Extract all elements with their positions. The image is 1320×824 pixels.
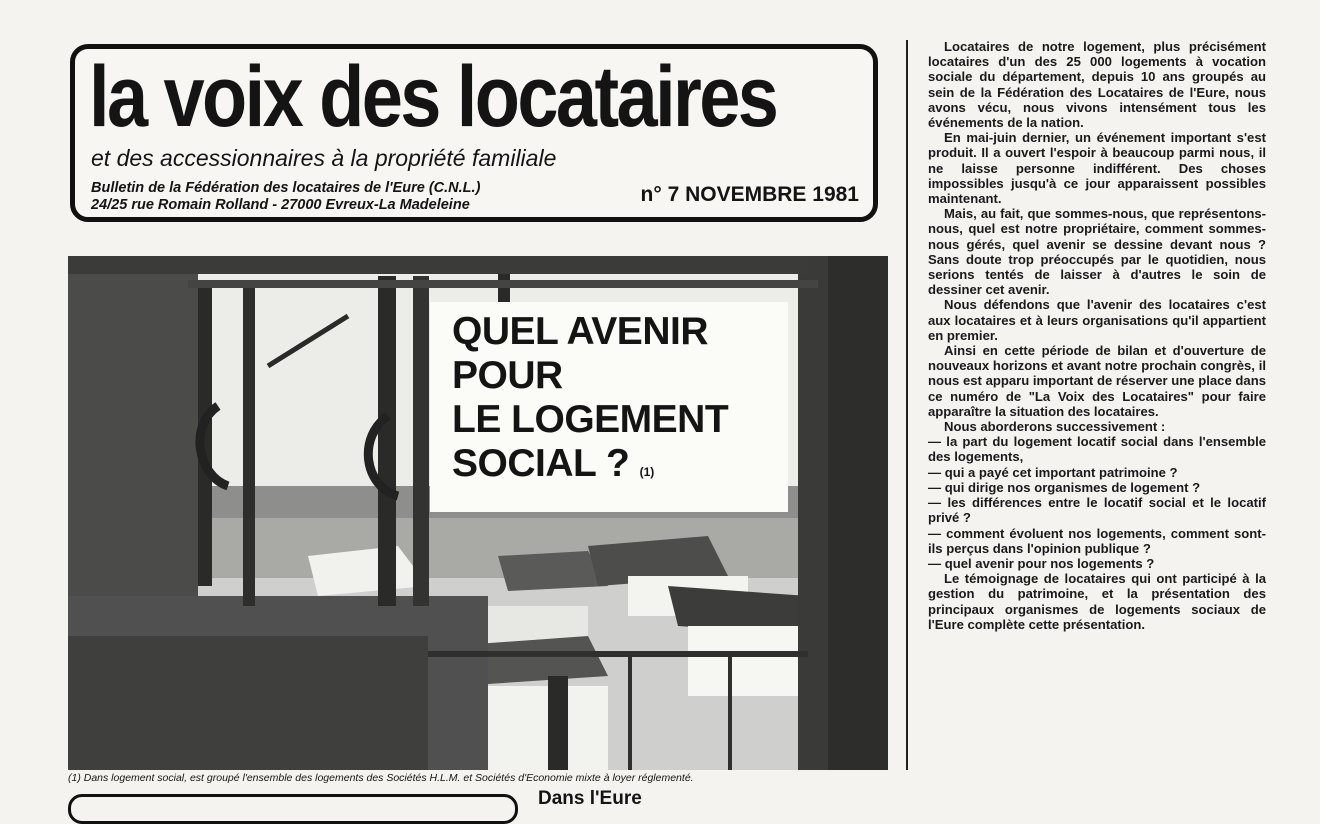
headline-line-1: QUEL AVENIR: [452, 310, 708, 353]
headline-line-3: LE LOGEMENT: [452, 398, 729, 441]
headline-line-4-text: SOCIAL ?: [452, 442, 630, 485]
headline-line-4: [452, 442, 788, 494]
list-item: — comment évoluent nos logements, comment sont-ils perçus dans l'opinion publique ?: [928, 525, 1266, 556]
list-item: — qui a payé cet important patrimoine ?: [928, 464, 1178, 480]
headline-line-2: POUR: [452, 354, 563, 397]
masthead: [70, 44, 878, 222]
paragraph-5: Ainsi en cette période de bilan et d'ouverture de nouveaux horizons et avant notre prochain congrès, il nous est apparu important de réserver une place dans ce numéro de "La Voix des Locataires" pour faire apparaître la situation des locataires.: [928, 343, 1266, 419]
masthead-subtitle: et des accessionnaires à la propriété familiale: [91, 145, 557, 171]
bulletin-line-2: 24/25 rue Romain Rolland - 27000 Evreux-La Madeleine: [91, 197, 470, 213]
paragraph-3: Mais, au fait, que sommes-nous, que représentons-nous, quel est notre propriétaire, comment sommes-nous gérés, quel avenir se dessine devant nous ? Sans doute trop préoccupés par le quotidien, nous serions tentés de laisser à d'autres le soin de dessiner cet avenir.: [928, 206, 1266, 298]
list-item: — les différences entre le locatif social et le locatif privé ?: [928, 495, 1266, 526]
closing-paragraph: Le témoignage de locataires qui ont participé à la gestion du patrimoine, et la présentation des principaux organismes de logements sociaux de l'Eure complète cette présentation.: [928, 571, 1266, 632]
list-item: — la part du logement locatif social dans l'ensemble des logements,: [928, 434, 1266, 465]
list-item: — quel avenir pour nos logements ?: [928, 555, 1155, 571]
column-divider: [906, 40, 908, 770]
headline-footnote-mark: (1): [639, 465, 655, 479]
headline-box: [430, 302, 788, 512]
bottom-heading: Dans l'Eure: [538, 788, 642, 809]
paragraph-2: En mai-juin dernier, un événement important s'est produit. Il a ouvert l'espoir à beaucoup parmi nous, il ne laisse personne indifférent. Des choses impossibles jusqu'à ce jour apparaissent possibles maintenant.: [928, 130, 1266, 207]
paragraph-4: Nous défendons que l'avenir des locataires c'est aux locataires et à leurs organisations qu'il appartient en premier.: [928, 297, 1266, 343]
paragraph-6: Nous aborderons successivement :: [944, 419, 1166, 435]
photo-footnote: (1) Dans logement social, est groupé l'ensemble des logements des Sociétés H.L.M. et Sociétés d'Economie mixte à loyer réglementé.: [68, 772, 694, 784]
issue-number: n° 7 NOVEMBRE 1981: [640, 183, 859, 206]
masthead-bulletin: [91, 180, 480, 214]
masthead-title: la voix des locataires: [89, 49, 777, 145]
list-item: — qui dirige nos organismes de logement ?: [928, 479, 1201, 495]
bottom-frame: [68, 794, 518, 824]
bulletin-line-1: Bulletin de la Fédération des locataires de l'Eure (C.N.L.): [91, 180, 481, 196]
editorial-column: [928, 39, 1266, 632]
paragraph-1: Locataires de notre logement, plus précisément locataires d'un des 25 000 logements à vocation sociale du département, depuis 10 ans groupés au sein de la Fédération des Locataires de l'Eure, nous avons vécu, nous vivons intensément tous les événements de la nation.: [928, 39, 1266, 131]
